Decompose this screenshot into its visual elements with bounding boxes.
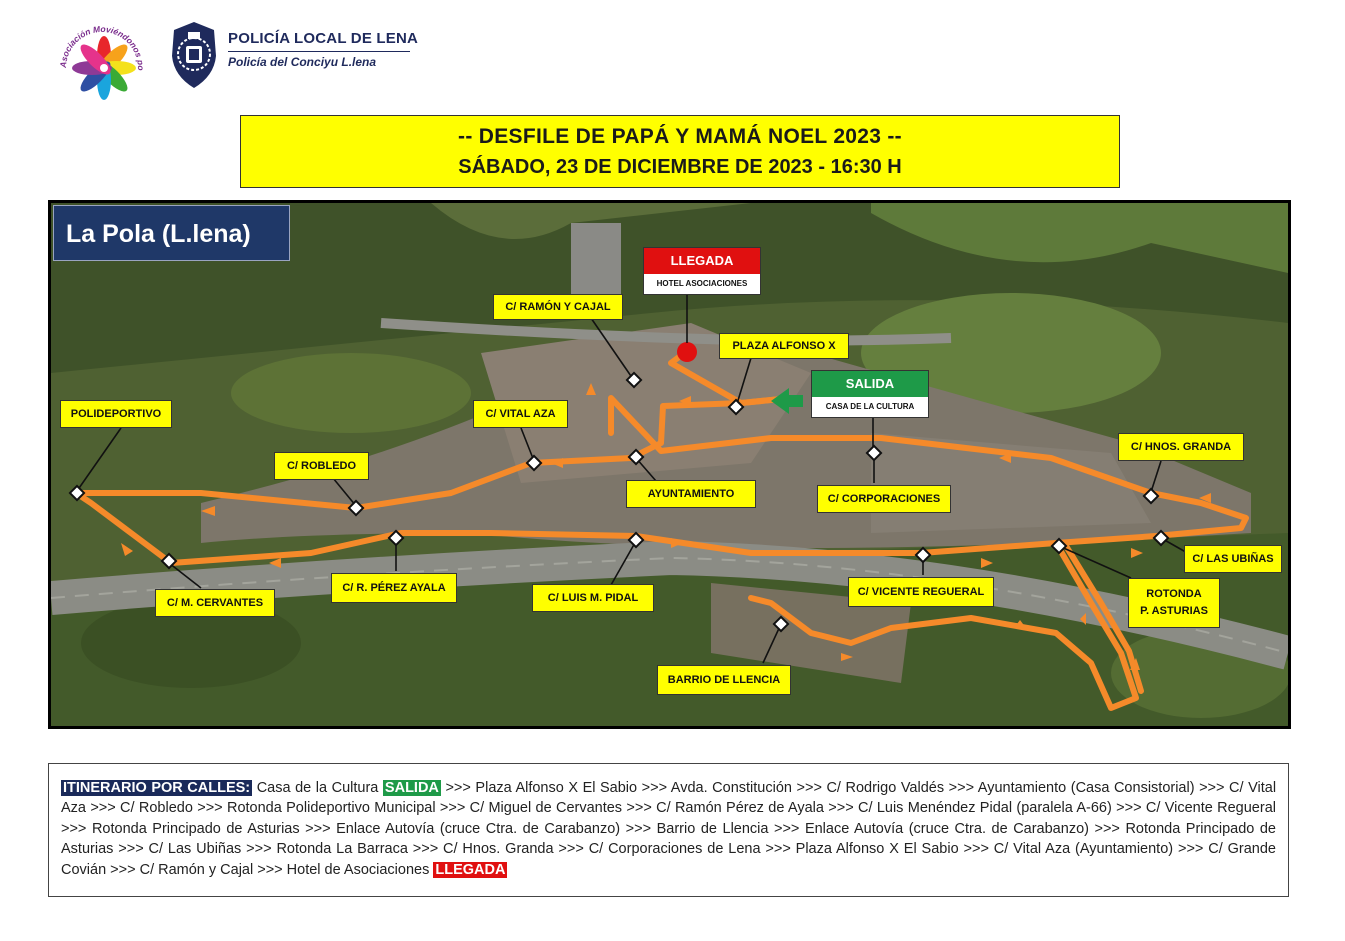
label-vital-aza: C/ VITAL AZA: [473, 400, 568, 428]
event-date: SÁBADO, 23 DE DICIEMBRE DE 2023 - 16:30 H: [458, 156, 902, 178]
police-header: [228, 30, 418, 69]
label-hnos-granda: C/ HNOS. GRANDA: [1118, 433, 1244, 461]
event-title: -- DESFILE DE PAPÁ Y MAMÁ NOEL 2023 --: [458, 125, 902, 148]
label-ramon-y-cajal: C/ RAMÓN Y CAJAL: [493, 294, 623, 320]
label-corporaciones: C/ CORPORACIONES: [817, 485, 951, 513]
police-divider: [228, 51, 410, 52]
finish-detail: HOTEL ASOCIACIONES: [644, 274, 760, 294]
label-robledo: C/ ROBLEDO: [274, 452, 369, 480]
event-banner: [240, 115, 1120, 188]
association-logo: [52, 16, 152, 102]
itinerary-heading: ITINERARIO POR CALLES:: [63, 780, 251, 796]
start-label: SALIDA: [812, 371, 928, 397]
label-polideportivo: POLIDEPORTIVO: [60, 400, 172, 428]
finish-flag: [643, 247, 761, 295]
itinerary-box: [48, 763, 1289, 897]
label-barrio-de-llencia: BARRIO DE LLENCIA: [657, 665, 791, 695]
itinerary-start-place: Casa de la Cultura: [256, 780, 379, 796]
police-title: POLICÍA LOCAL DE LENA: [228, 30, 419, 47]
finish-label: LLEGADA: [644, 248, 760, 274]
town-name: La Pola (L.lena): [53, 205, 290, 261]
label-r-perez-ayala: C/ R. PÉREZ AYALA: [331, 573, 457, 603]
start-flag: [811, 370, 929, 418]
route-map: [48, 200, 1291, 729]
police-subtitle: Policía del Conciyu L.lena: [228, 55, 377, 69]
police-badge-logo: [164, 20, 224, 90]
finish-point-icon: [677, 342, 697, 362]
label-luis-m-pidal: C/ LUIS M. PIDAL: [532, 584, 654, 612]
start-detail: CASA DE LA CULTURA: [812, 397, 928, 417]
itinerary-start-badge: SALIDA: [384, 780, 439, 796]
label-vicente-regueral: C/ VICENTE REGUERAL: [848, 577, 994, 607]
label-las-ubinas: C/ LAS UBIÑAS: [1184, 545, 1282, 573]
itinerary-route-text: >>> Plaza Alfonso X El Sabio >>> Avda. Constitución >>> C/ Rodrigo Valdés >>> Ayuntamiento (Casa Consistorial) >>> C/ Vital Aza >>> C/ Robledo >>> Rotonda Polideportivo Municipal >>> C/ Miguel de Cervantes >>> C/ Ramón Pérez de Ayala >>> C/ Luis Menéndez Pidal (paralela A-66) >>> C/ Vicente Regueral >>> Rotonda Principado de Asturias >>> Enlace Autovía (cruce Ctra. de Carabanzo) >>> Barrio de Llencia >>> Enlace Autovía (cruce Ctra. de Carabanzo) >>> Rotonda Principado de Asturias >>> C/ Las Ubiñas >>> Rotonda La Barraca >>> C/ Hnos. Granda >>> C/ Corporaciones de Lena >>> Plaza Alfonso X El Sabio >>> C/ Vital Aza (Ayuntamiento) >>> C/ Grande Covián >>> C/ Ramón y Cajal >>> Hotel de Asociaciones: [61, 780, 1277, 878]
label-ayuntamiento: AYUNTAMIENTO: [626, 480, 756, 508]
itinerary-end-badge: LLEGADA: [435, 861, 506, 878]
label-plaza-alfonso-x: PLAZA ALFONSO X: [719, 333, 849, 359]
label-rotonda-line1: ROTONDA: [1146, 588, 1202, 600]
label-rotonda-line2: P. ASTURIAS: [1140, 605, 1208, 617]
label-m-cervantes: C/ M. CERVANTES: [155, 589, 275, 617]
assoc-logo-text: Asociación Moviéndonos po: [57, 23, 147, 71]
label-rotonda-p-asturias: [1128, 578, 1220, 628]
